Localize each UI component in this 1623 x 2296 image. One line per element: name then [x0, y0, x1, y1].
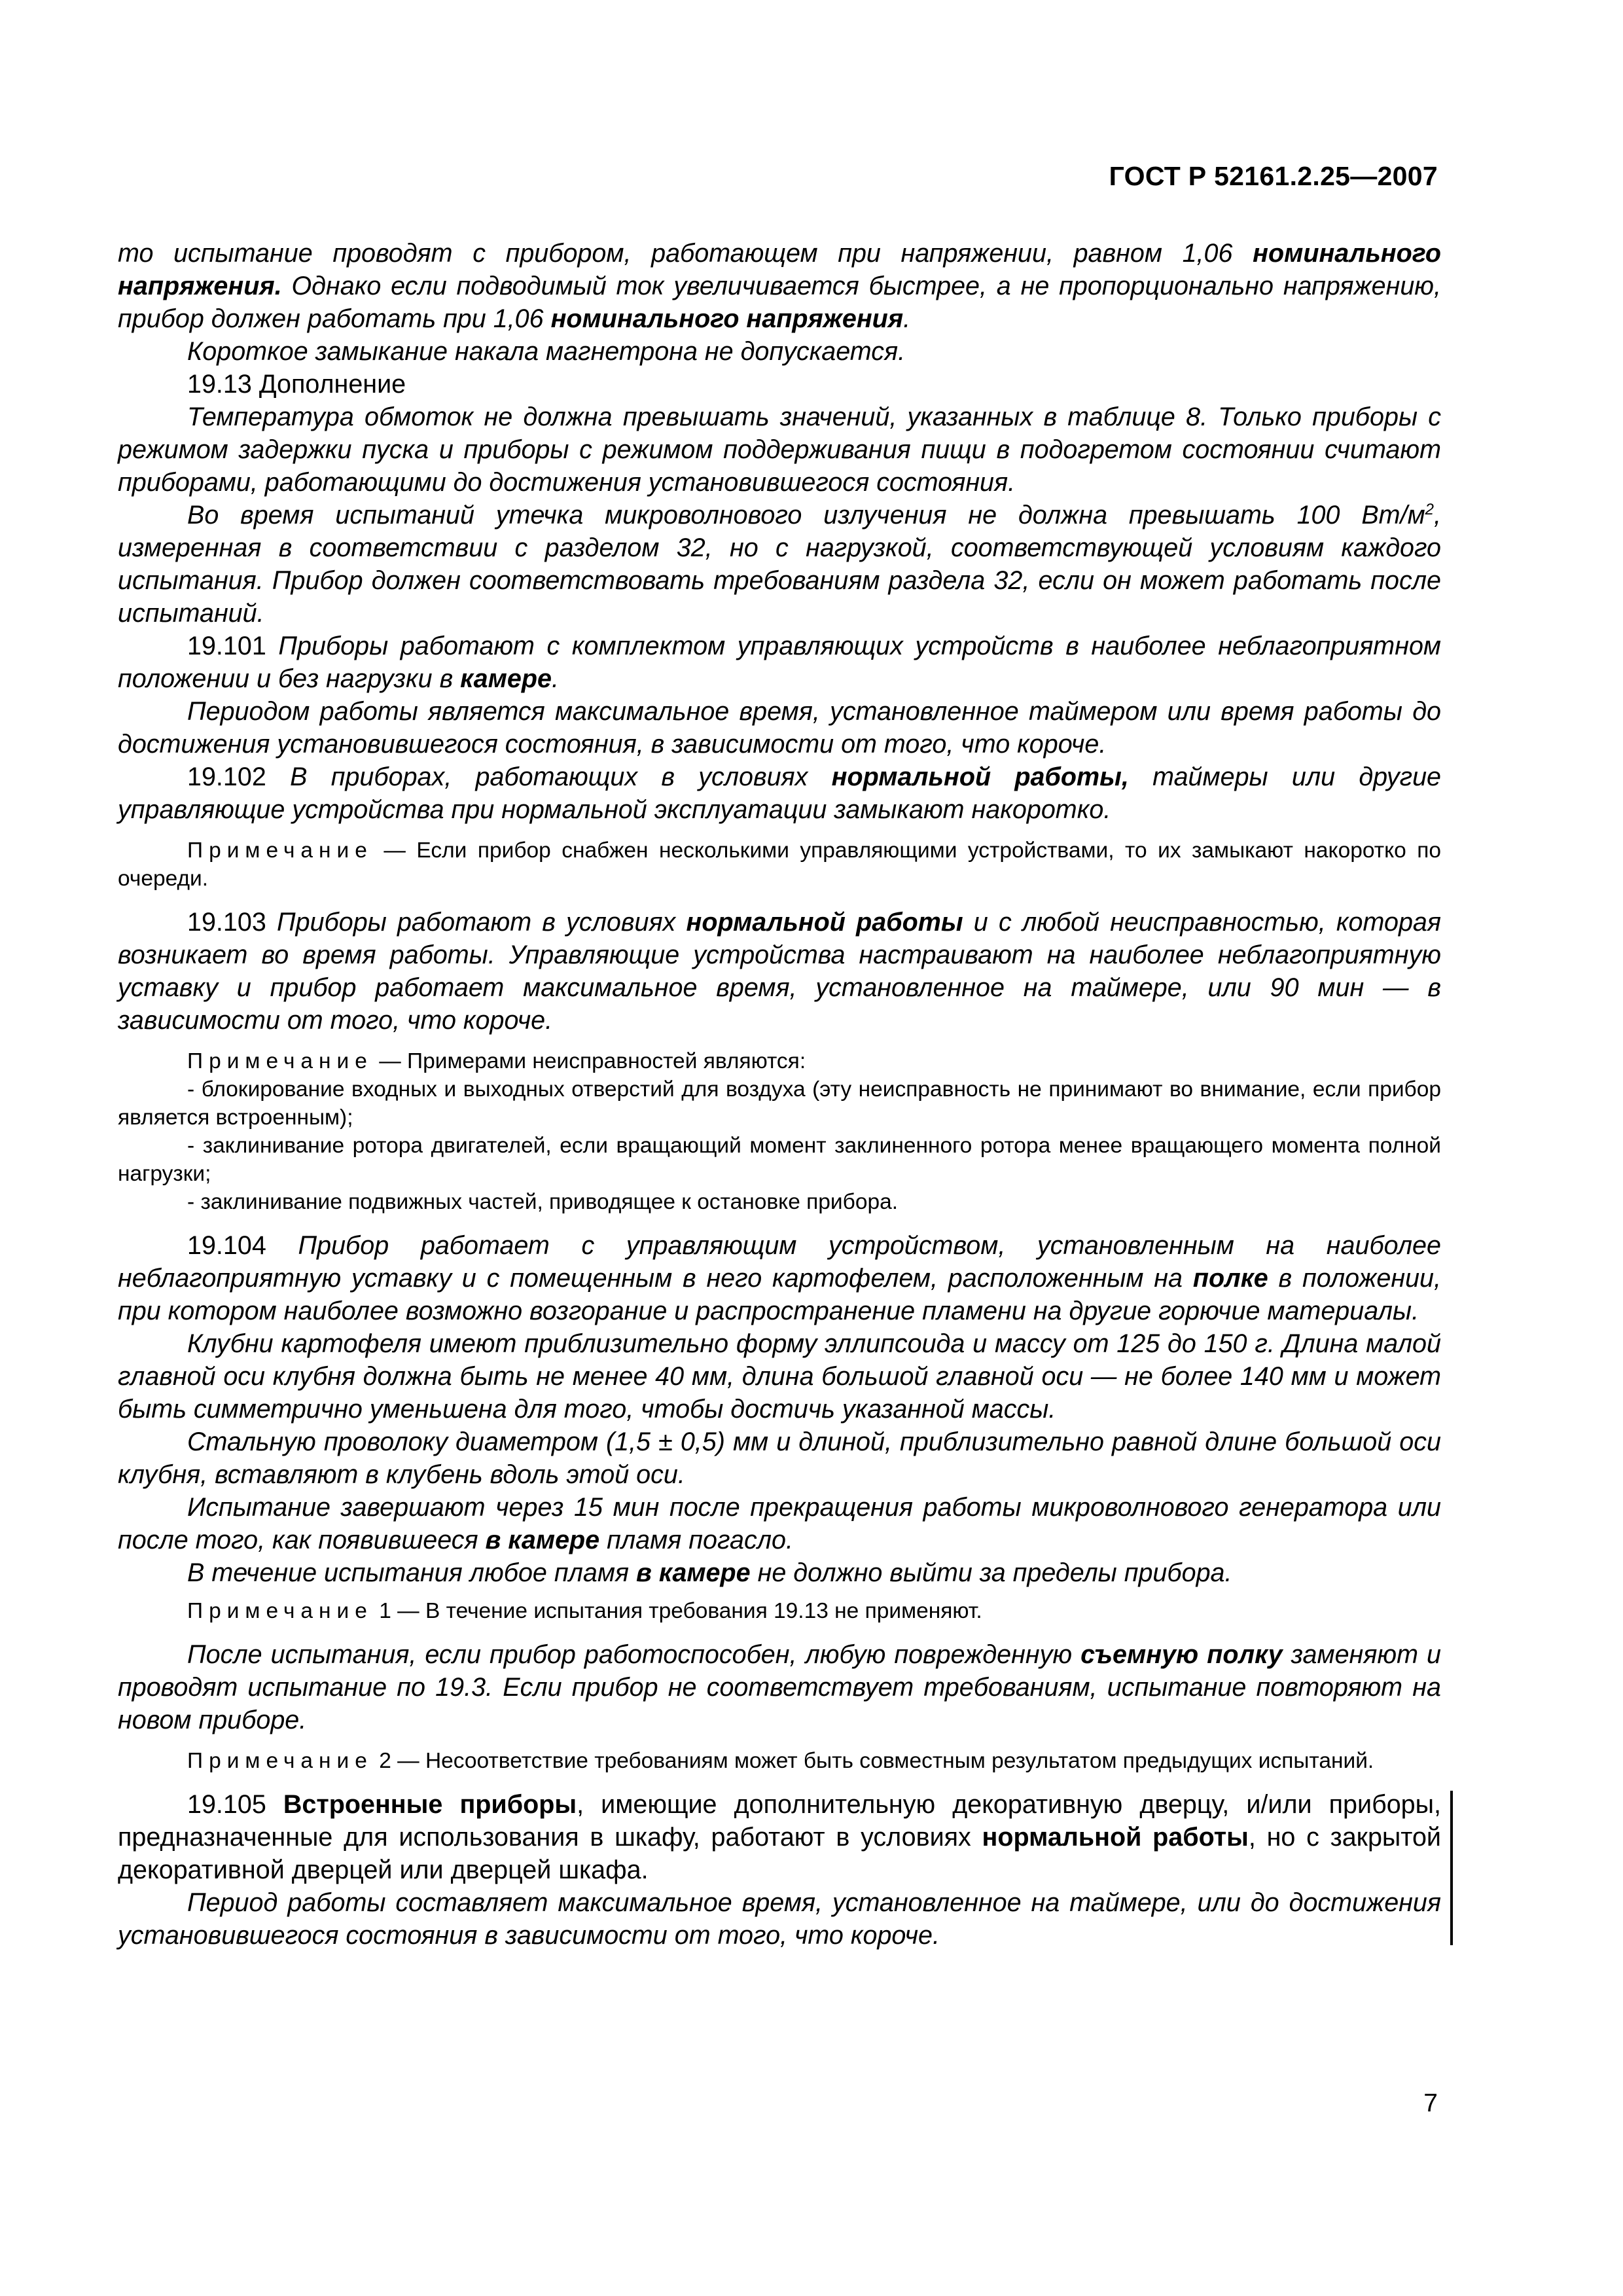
clause-number: 19.101: [187, 632, 279, 660]
term-shelf: полке: [1192, 1264, 1268, 1293]
text-run: не должно выйти за пределы прибора.: [750, 1558, 1232, 1587]
paragraph-test-end: [118, 1491, 1441, 1556]
text-run: В приборах, работающих в условиях: [290, 762, 832, 791]
note-label: Примечание: [187, 1749, 373, 1773]
note-list-item: - заклинивание ротора двигателей, если вращающий момент заклиненного ротора менее вращающего момента полной нагрузки;: [118, 1134, 1441, 1186]
text-run: В течение испытания любое пламя: [187, 1558, 637, 1587]
document-body: [118, 237, 1441, 1952]
text-run: Приборы работают с комплектом управляющих устройств в наиболее неблагоприятном положении и без нагрузки в: [118, 632, 1441, 693]
note-list-item: - блокирование входных и выходных отверстий для воздуха (эту неисправность не принимают во внимание, если прибор является встроенным);: [118, 1077, 1441, 1130]
clause-19-102: [118, 761, 1441, 826]
text-run: , но с закрытой декоративной дверцей или дверцей шкафа.: [118, 1823, 1441, 1884]
note-label: Примечание: [187, 1599, 373, 1623]
paragraph-continuation: [118, 237, 1441, 335]
paragraph-after-test: [118, 1638, 1441, 1736]
change-bar: [1450, 1791, 1453, 1945]
term-normal-operation: нормальной работы: [686, 908, 963, 937]
document-header: ГОСТ Р 52161.2.25—2007: [1109, 161, 1438, 191]
note-4: [118, 1747, 1441, 1775]
term-rated-voltage: номинального напряжения.: [118, 239, 1441, 300]
paragraph-steel-wire: Стальную проволоку диаметром (1,5 ± 0,5) мм и длиной, приблизительно равной длине большой оси клубня, вставляют в клубень вдоль этой оси.: [118, 1427, 1441, 1489]
paragraph-flame: [118, 1556, 1441, 1589]
text-run: .: [903, 304, 911, 333]
page-number: 7: [1423, 2089, 1438, 2117]
clause-19-13-heading: 19.13 Дополнение: [187, 370, 406, 399]
clause-number: 19.104: [187, 1231, 298, 1260]
note-text: — Примерами неисправностей являются:: [372, 1049, 806, 1073]
note-text: 1 — В течение испытания требования 19.13 не применяют.: [372, 1599, 982, 1623]
note-1: [118, 836, 1441, 893]
text-run: После испытания, если прибор работоспособен, любую поврежденную: [187, 1640, 1081, 1669]
text-run: то испытание проводят с прибором, работающем при напряжении, равном 1,06: [118, 239, 1253, 268]
note-2: [118, 1047, 1441, 1075]
clause-19-105: [118, 1788, 1441, 1886]
text-run: .: [551, 664, 559, 693]
text-run: и с любой неисправностью, которая возникает во время работы. Управляющие устройства настраивают на наиболее неблагоприятную уставку и прибор работает максимальное время, установленное на таймере, или 90 мин — в зависимости от того, что короче.: [118, 908, 1441, 1035]
text-run: , имеющие дополнительную декоративную дверцу, и/или приборы, предназначенные для использования в шкафу, работают в условиях: [118, 1790, 1441, 1852]
term-in-cavity: в камере: [485, 1526, 600, 1554]
paragraph-potato-tubers: Клубни картофеля имеют приблизительно форму эллипсоида и массу от 125 до 150 г. Длина малой главной оси клубня должна быть не менее 40 мм, длина большой главной оси — не более 140 мм и может быть симметрично уменьшена для того, чтобы достичь указанной массы.: [118, 1329, 1441, 1424]
note-list-item: - заклинивание подвижных частей, приводящее к остановке прибора.: [187, 1190, 899, 1214]
clause-19-103: [118, 906, 1441, 1037]
text-run: пламя погасло.: [599, 1526, 793, 1554]
term-removable-shelf: съемную полку: [1080, 1640, 1283, 1669]
text-run: заменяют и проводят испытание по 19.3. Если прибор не соответствует требованиям, испытание повторяют на новом приборе.: [118, 1640, 1442, 1734]
term-built-in-appliances: Встроенные приборы: [283, 1790, 577, 1819]
text-run: таймеры или другие управляющие устройства при нормальной эксплуатации замыкают накоротко.: [118, 762, 1441, 824]
clause-number: 19.105: [187, 1790, 283, 1819]
note-text: — Если прибор снабжен несколькими управляющими устройствами, то их замыкают накоротко по очереди.: [118, 838, 1441, 891]
text-run: Испытание завершают через 15 мин после прекращения работы микроволнового генератора или после того, как появившееся: [118, 1493, 1441, 1554]
paragraph-microwave-leakage: [118, 499, 1441, 630]
clause-19-104: [118, 1229, 1441, 1327]
note-text: 2 — Несоответствие требованиям может быть совместным результатом предыдущих испытаний.: [372, 1749, 1374, 1773]
clause-number: 19.102: [187, 762, 291, 791]
note-3: [118, 1597, 1441, 1625]
term-cavity: камере: [460, 664, 552, 693]
term-normal-operation: нормальной работы: [982, 1823, 1249, 1852]
note-label: Примечание: [187, 838, 373, 863]
clause-number: 19.103: [187, 908, 277, 937]
text-run: , измеренная в соответствии с разделом 32, но с нагрузкой, соответствующей условиям каждого испытания. Прибор должен соответствовать требованиям раздела 32, если он может работать после испытаний.: [118, 501, 1441, 628]
paragraph-short-circuit: Короткое замыкание накала магнетрона не допускается.: [187, 337, 906, 366]
note-label: Примечание: [187, 1049, 373, 1073]
text-run: Однако если подводимый ток увеличивается быстрее, а не пропорционально напряжению, прибор должен работать при 1,06: [118, 272, 1441, 333]
text-run: Приборы работают в условиях: [277, 908, 687, 937]
superscript: 2: [1425, 500, 1435, 518]
clause-19-105-block: [118, 1788, 1441, 1952]
term-normal-operation: нормальной работы,: [831, 762, 1129, 791]
term-rated-voltage: номинального напряжения: [550, 304, 904, 333]
text-run: в положении, при котором наиболее возможно возгорание и распространение пламени на другие горючие материалы.: [118, 1264, 1441, 1325]
paragraph-winding-temperature: Температура обмоток не должна превышать значений, указанных в таблице 8. Только приборы с режимом задержки пуска и приборы с режимом поддерживания пищи в подогретом состоянии считают приборами, работающими до достижения установившегося состояния.: [118, 403, 1441, 497]
text-run: Прибор работает с управляющим устройством, установленным на наиболее неблагоприятную уставку и с помещенным в него картофелем, расположенным на: [118, 1231, 1441, 1293]
paragraph-operating-period-105: Период работы составляет максимальное время, установленное на таймере, или до достижения установившегося состояния в зависимости от того, что короче.: [118, 1888, 1441, 1950]
paragraph-operating-period: Периодом работы является максимальное время, установленное таймером или время работы до достижения установившегося состояния, в зависимости от того, что короче.: [118, 697, 1441, 759]
clause-19-101: [118, 630, 1441, 695]
term-in-cavity: в камере: [636, 1558, 751, 1587]
text-run: Во время испытаний утечка микроволнового излучения не должна превышать 100 Вт/м: [187, 501, 1425, 529]
